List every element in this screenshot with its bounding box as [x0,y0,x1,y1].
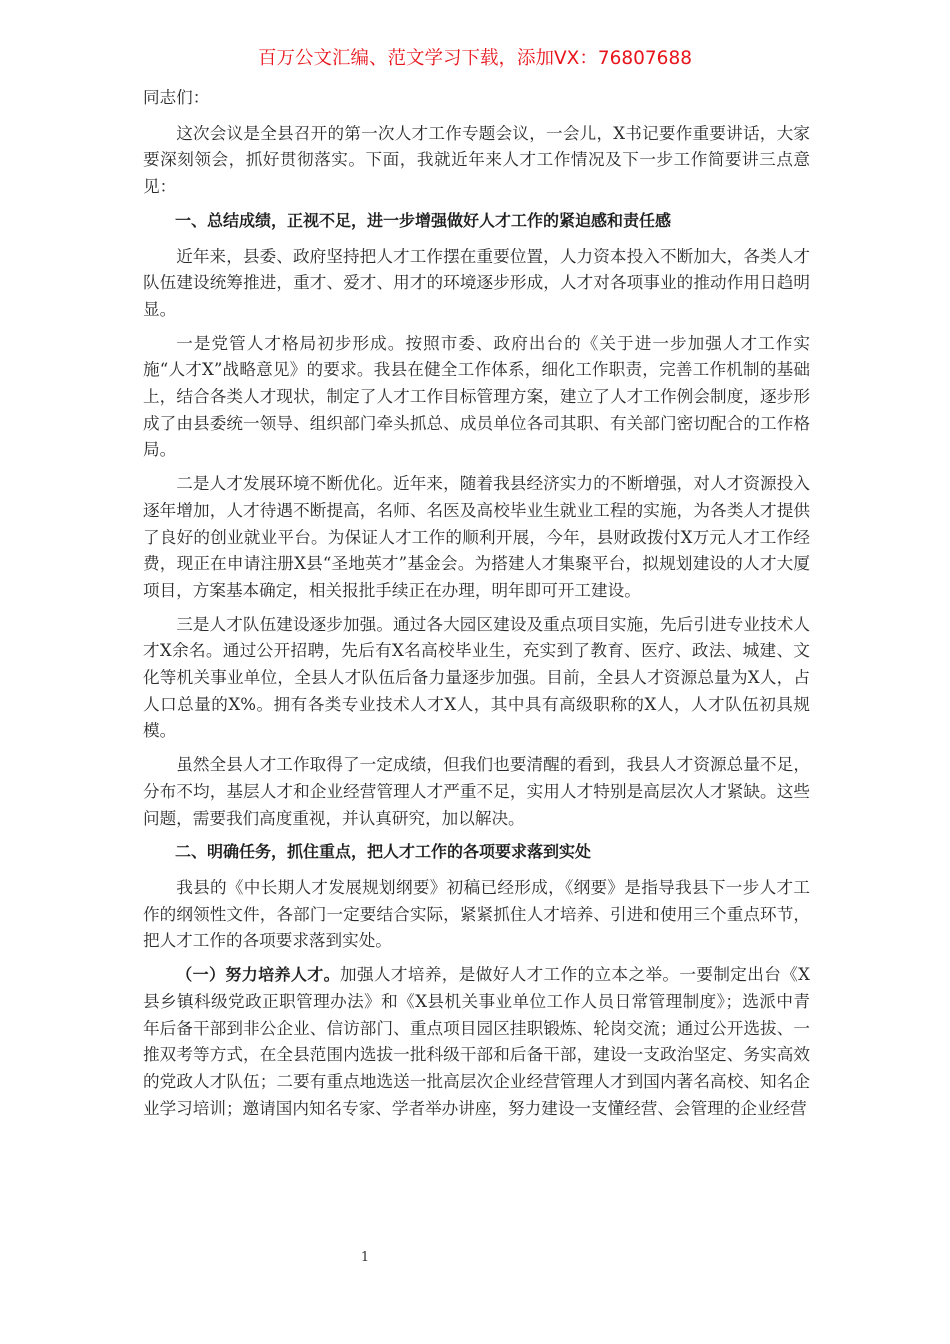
watermark-banner: 百万公文汇编、范文学习下载，添加VX：76807688 [258,48,692,69]
section-heading-1: 一、总结成绩，正视不足，进一步增强做好人才工作的紧迫感和责任感 [175,210,672,230]
paragraph: 近年来，县委、政府坚持把人才工作摆在重要位置，人力资本投入不断加大，各类人才队伍建设统筹推进，重才、爱才、用才的环境逐步形成，人才对各项事业的推动作用日趋明显。 [143,246,810,319]
paragraph: 我县的《中长期人才发展规划纲要》初稿已经形成，《纲要》是指导我县下一步人才工作的纲领性文件，各部门一定要结合实际，紧紧抓住人才培养、引进和使用三个重点环节，把人才工作的各项要求落到实处。 [143,877,810,951]
section-heading-2: 二、明确任务，抓住重点，把人才工作的各项要求落到实处 [175,842,592,862]
paragraph: 一是党管人才格局初步形成。按照市委、政府出台的《关于进一步加强人才工作实施“人才X”战略意见》的要求。我县在健全工作体系，细化工作职责，完善工作机制的基础上，结合各类人才现状，制定了人才工作目标管理方案，建立了人才工作例会制度，逐步形成了由县委统一领导、组织部门牵头抓总、成员单位各司其职、有关部门密切配合的工作格局。 [143,333,810,460]
subsection-paragraph [143,962,810,1122]
document-body [143,85,810,1129]
paragraph: 二是人才发展环境不断优化。近年来，随着我县经济实力的不断增强，对人才资源投入逐年增加，人才待遇不断提高，名师、名医及高校毕业生就业工程的实施，为各类人才提供了良好的创业就业平台。为保证人才工作的顺利开展，今年，县财政拨付X万元人才工作经费，现正在申请注册X县“圣地英才”基金会。为搭建人才集聚平台，拟规划建设的人才大厦项目，方案基本确定，相关报批手续正在办理，明年即可开工建设。 [143,474,810,600]
intro-paragraph: 这次会议是全县召开的第一次人才工作专题会议，一会儿，X书记要作重要讲话，大家要深刻领会，抓好贯彻落实。下面，我就近年来人才工作情况及下一步工作简要讲三点意见： [143,123,810,197]
subsection-lead: （一）努力培养人才。 [176,965,340,985]
paragraph: 三是人才队伍建设逐步加强。通过各大园区建设及重点项目实施，先后引进专业技术人才X余名。通过公开招聘，先后有X名高校毕业生，充实到了教育、医疗、政法、城建、文化等机关事业单位，全县人才队伍后备力量逐步加强。目前，全县人才资源总量为X人，占人口总量的X%。拥有各类专业技术人才X人，其中具有高级职称的X人，人才队伍初具规模。 [143,614,810,741]
page-number: 1 [360,1250,370,1265]
subsection-text: 加强人才培养，是做好人才工作的立本之举。一要制定出台《X县乡镇科级党政正职管理办法》和《X县机关事业单位工作人员日常管理制度》；选派中青年后备干部到非公企业、信访部门、重点项目园区挂职锻炼、轮岗交流；通过公开选拔、一推双考等方式，在全县范围内选拔一批科级干部和后备干部，建设一支政治坚定、务实高效的党政人才队伍；二要有重点地选送一批高层次企业经营管理人才到国内著名高校、知名企业学习培训；邀请国内知名专家、学者举办讲座，努力建设一支懂经营、会管理的企业经营 [143,965,810,1118]
paragraph: 虽然全县人才工作取得了一定成绩，但我们也要清醒的看到，我县人才资源总量不足，分布不均，基层人才和企业经营管理人才严重不足，实用人才特别是高层次人才紧缺。这些问题，需要我们高度重视，并认真研究，加以解决。 [143,755,810,828]
salutation: 同志们： [143,88,210,107]
